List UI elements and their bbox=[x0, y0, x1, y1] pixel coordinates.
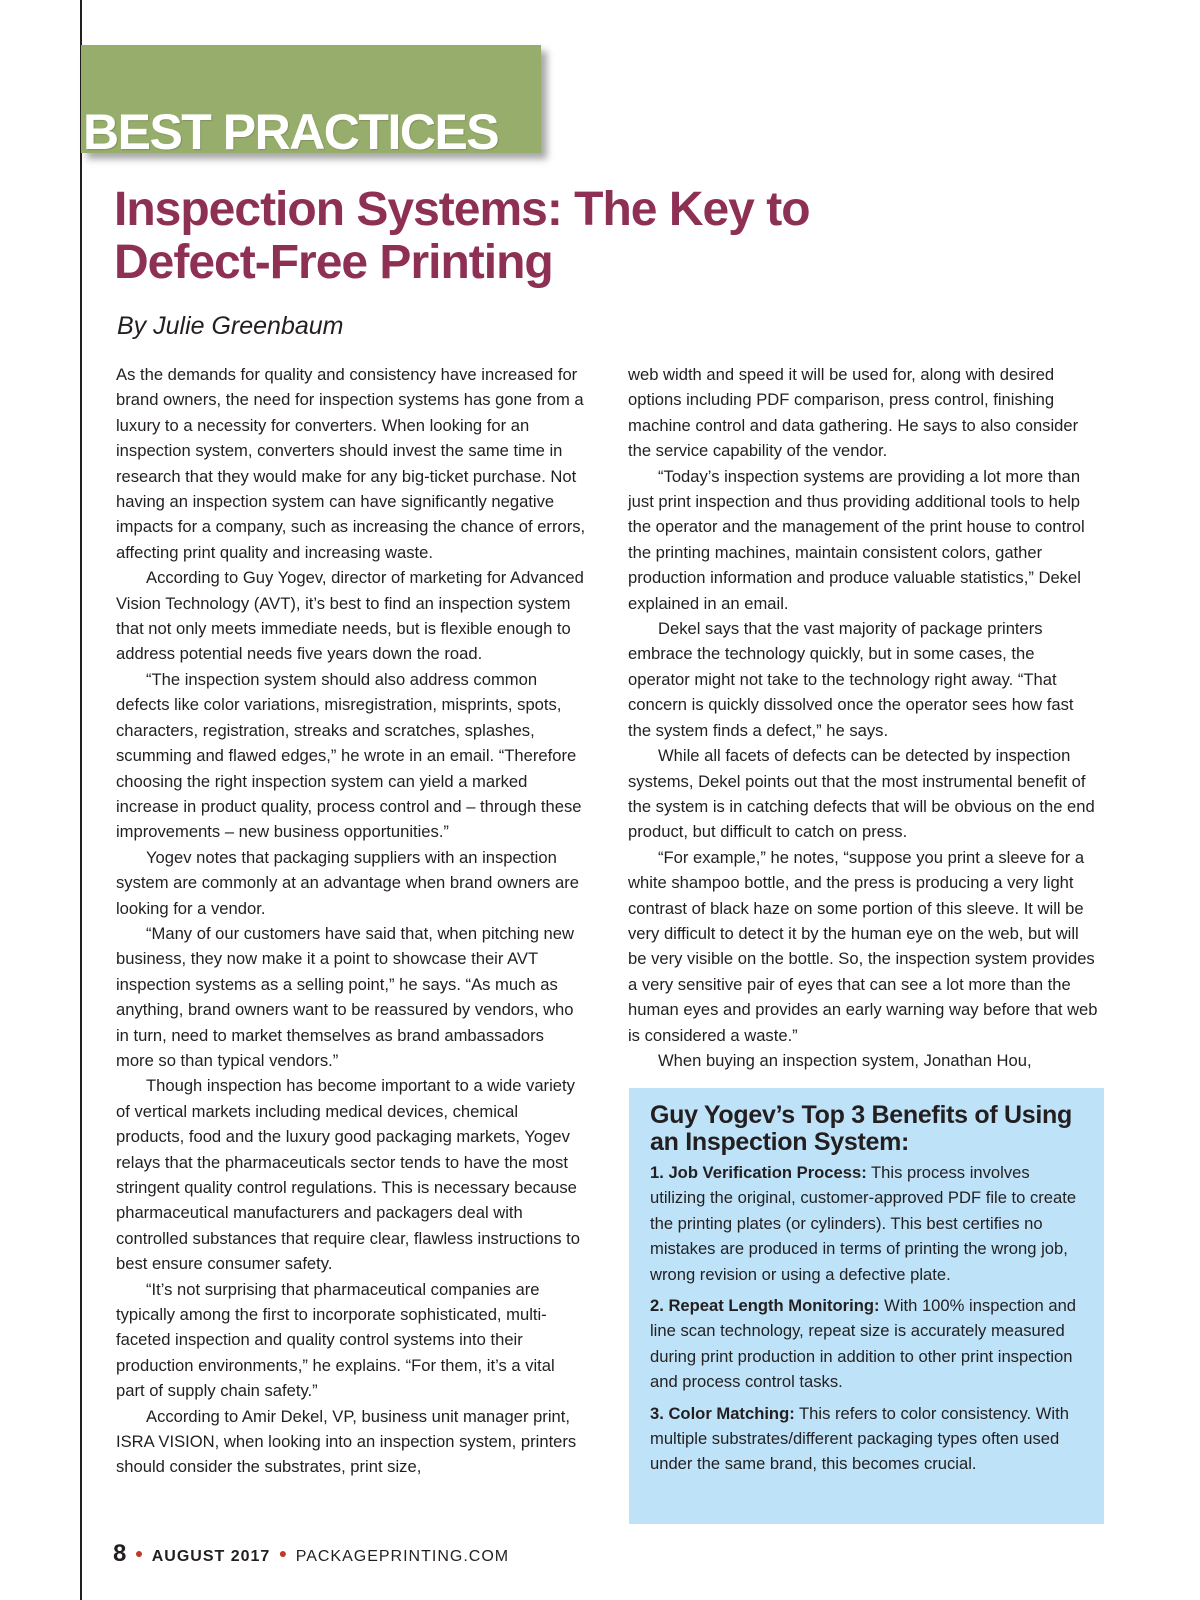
sidebar-item bbox=[650, 1401, 1084, 1477]
headline bbox=[114, 183, 1014, 289]
issue-date: AUGUST 2017 bbox=[151, 1548, 271, 1565]
paragraph: “It’s not surprising that pharmaceutical companies are typically among the first to incorporate sophisticated, multi-faceted inspection and quality control systems into their production environments,” he explains. “For them, it’s a vital part of supply chain safety.” bbox=[116, 1279, 555, 1401]
paragraph: “The inspection system should also address common defects like color variations, misregistration, misprints, spots, characters, registration, streaks and scratches, splashes, scumming and flawed edges,” he wrote in an email. “Therefore choosing the right inspection system can yield a marked increase in product quality, process control and – through these improvements – new business opportunities.” bbox=[116, 669, 582, 842]
sidebar-item-label: 2. Repeat Length Monitoring: bbox=[650, 1296, 880, 1316]
paragraph: web width and speed it will be used for, along with desired options including PDF comparison, press control, finishing machine control and data gathering. He says to also consider the service capability of the vendor. bbox=[628, 365, 1079, 461]
paragraph: While all facets of defects can be detected by inspection systems, Dekel points out that the most instrumental benefit of the system is in catching defects that will be obvious on the end product, but difficult to catch on press. bbox=[628, 746, 1095, 842]
sidebar-item bbox=[650, 1160, 1084, 1287]
sidebar-item bbox=[650, 1293, 1084, 1395]
article-column-2 bbox=[628, 362, 1098, 1073]
bullet-separator: ● bbox=[134, 1545, 144, 1561]
paragraph: According to Amir Dekel, VP, business unit manager print, ISRA VISION, when looking into an inspection system, printers should consider the substrates, print size, bbox=[116, 1406, 577, 1477]
page-number: 8 bbox=[113, 1540, 127, 1567]
headline-line-2: Defect-Free Printing bbox=[114, 236, 553, 289]
sidebar-item-text: With 100% inspection and line scan technology, repeat size is accurately measured during print production in addition to other print inspection and process control tasks. bbox=[650, 1296, 1077, 1392]
paragraph: “Many of our customers have said that, when pitching new business, they now make it a point to showcase their AVT inspection systems as a selling point,” he says. “As much as anything, brand owners want to be reassured by vendors, who in turn, need to market themselves as brand ambassadors more so than typical vendors.” bbox=[116, 923, 574, 1070]
paragraph: As the demands for quality and consistency have increased for brand owners, the need for inspection systems has gone from a luxury to a necessity for converters. When looking for an inspection system, converters should invest the same time in research that they would make for any big-ticket purchase. Not having an inspection system can have significantly negative impacts for a company, such as increasing the chance of errors, affecting print quality and increasing waste. bbox=[116, 365, 586, 562]
paragraph: “Today’s inspection systems are providing a lot more than just print inspection and thus providing additional tools to help the operator and the management of the print house to control the printing machines, maintain consistent colors, gather production information and produce valuable statistics,” Dekel explained in an email. bbox=[628, 466, 1085, 613]
sidebar-item-label: 3. Color Matching: bbox=[650, 1403, 795, 1423]
section-label: BEST PRACTICES bbox=[83, 104, 499, 160]
paragraph: Though inspection has become important to a wide variety of vertical markets including medical devices, chemical products, food and the luxury good packaging markets, Yogev relays that the pharmaceuticals sector tends to have the most stringent quality control regulations. This is necessary because pharmaceutical manufacturers and packagers deal with controlled substances that require clear, flawless instructions to best ensure consumer safety. bbox=[116, 1076, 580, 1274]
paragraph: When buying an inspection system, Jonathan Hou, bbox=[658, 1050, 1032, 1070]
sidebar-item-text: This process involves utilizing the original, customer-approved PDF file to create the printing plates (or cylinders). This best certifies no mistakes are produced in terms of printing the wrong job, wrong revision or using a defective plate. bbox=[650, 1163, 1077, 1284]
paragraph: Dekel says that the vast majority of package printers embrace the technology quickly, but in some cases, the operator might not take to the technology right away. “That concern is quickly dissolved once the operator sees how fast the system finds a defect,” he says. bbox=[628, 619, 1074, 740]
page-footer bbox=[113, 1540, 509, 1568]
left-margin-rule bbox=[80, 0, 82, 1600]
sidebar-title: Guy Yogev’s Top 3 Benefits of Using an Inspection System: bbox=[650, 1101, 1072, 1156]
article-column-1 bbox=[116, 362, 586, 1480]
sidebar-item-text: This refers to color consistency. With multiple substrates/different packaging types often used under the same brand, this becomes crucial. bbox=[650, 1403, 1069, 1474]
bullet-separator: ● bbox=[278, 1545, 288, 1561]
sidebar-item-label: 1. Job Verification Process: bbox=[650, 1163, 867, 1182]
paragraph: “For example,” he notes, “suppose you print a sleeve for a white shampoo bottle, and the press is producing a very light contrast of black haze on some portion of this sleeve. It will be very difficult to detect it by the human eye on the web, but will be very visible on the bottle. So, the inspection system provides a very sensitive pair of eyes that can see a lot more than the human eyes and provides an early warning way before that web is considered a waste.” bbox=[628, 847, 1098, 1045]
headline-line-1: Inspection Systems: The Key to bbox=[114, 183, 810, 236]
paragraph: According to Guy Yogev, director of marketing for Advanced Vision Technology (AVT), it’s best to find an inspection system that not only meets immediate needs, but is flexible enough to address potential needs five years down the road. bbox=[116, 568, 584, 664]
paragraph: Yogev notes that packaging suppliers with an inspection system are commonly at an advantage when brand owners are looking for a vendor. bbox=[116, 847, 580, 918]
byline: By Julie Greenbaum bbox=[117, 312, 344, 340]
website: PACKAGEPRINTING.COM bbox=[295, 1548, 510, 1565]
sidebar-box bbox=[629, 1088, 1104, 1524]
